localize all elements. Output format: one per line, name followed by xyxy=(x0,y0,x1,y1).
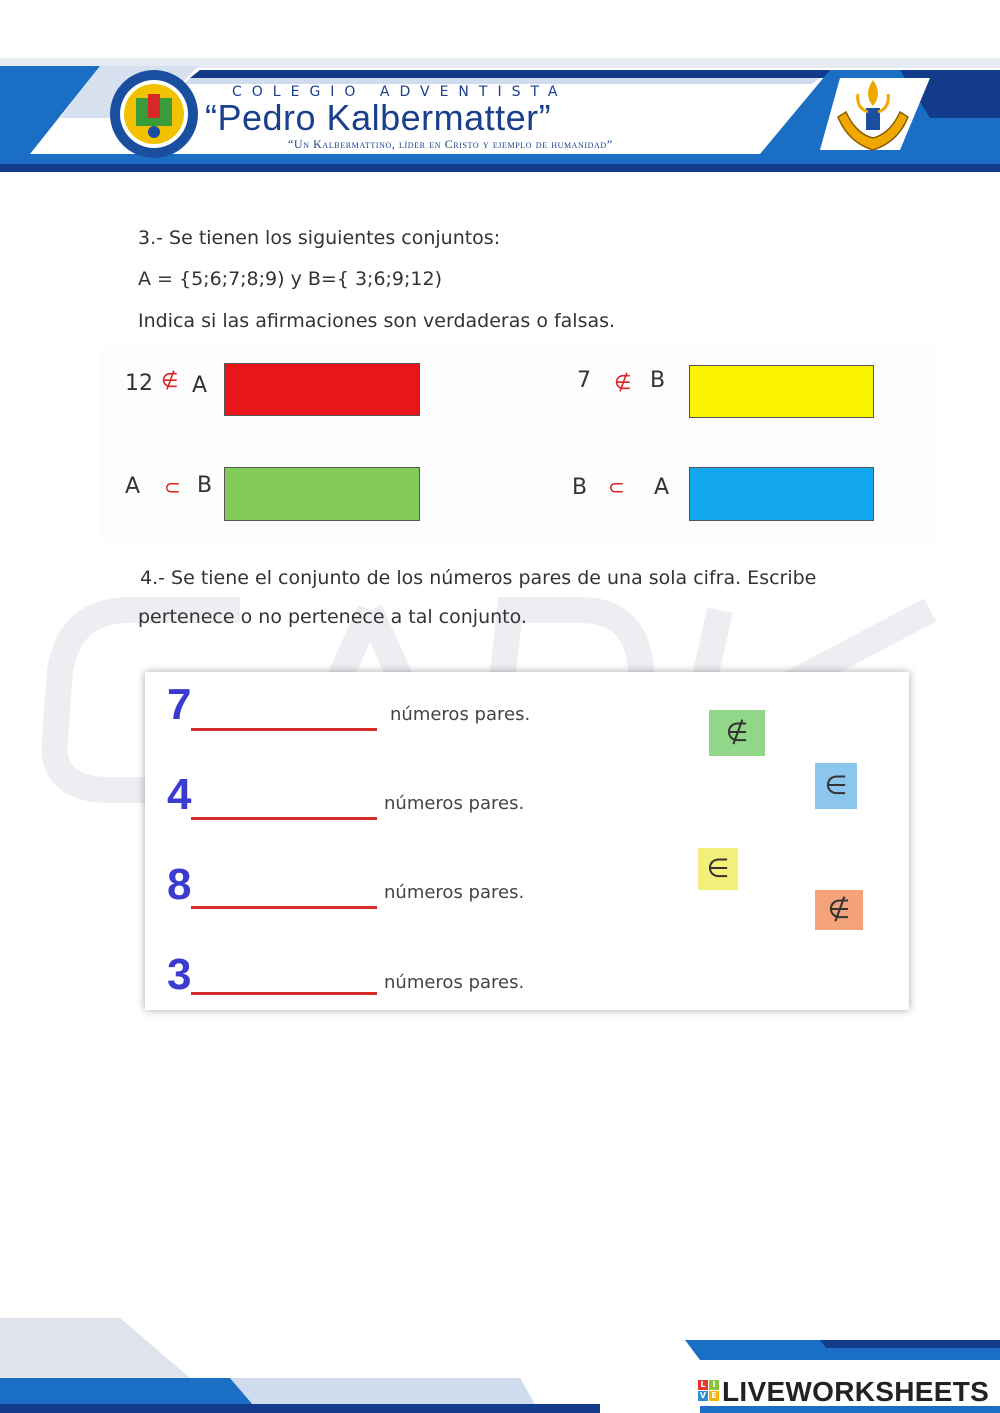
row-number: 4 xyxy=(167,770,192,819)
not-element-symbol: ∉ xyxy=(161,368,179,392)
school-seal-icon xyxy=(108,68,200,160)
logo-letter: V xyxy=(699,1391,707,1400)
drop-zone-line[interactable] xyxy=(191,906,377,909)
statement-left: B xyxy=(572,475,588,500)
logo-letter: L xyxy=(698,1380,708,1390)
drag-tile-not-element[interactable] xyxy=(815,890,863,930)
subset-symbol: ⊂ xyxy=(164,475,181,499)
exercise3-sets: A = {5;6;7;8;9) y B={ 3;6;9;12) xyxy=(138,268,443,290)
statement-right: A xyxy=(192,373,208,398)
tile-symbol: ∈ xyxy=(824,771,848,801)
row-number: 8 xyxy=(167,860,192,909)
exercise3-instruction: Indica si las afirmaciones son verdaderas o falsas. xyxy=(138,310,616,332)
exercise4-prompt-line2: pertenece o no pertenece a tal conjunto. xyxy=(138,606,527,628)
statement-right: A xyxy=(654,475,670,500)
statement-left: 7 xyxy=(577,368,591,393)
drag-tile-element[interactable] xyxy=(698,848,738,890)
exercise4-prompt-line1: 4.- Se tiene el conjunto de los números pares de una sola cifra. Escribe xyxy=(140,567,817,589)
subset-symbol: ⊂ xyxy=(608,475,625,499)
drag-tile-not-element[interactable] xyxy=(709,710,765,756)
row-suffix: números pares. xyxy=(384,972,525,993)
drop-zone-line[interactable] xyxy=(191,992,377,995)
logo-letter: E xyxy=(709,1391,719,1401)
answer-dropdown[interactable] xyxy=(224,363,420,416)
exercise3-prompt: 3.- Se tienen los siguientes conjuntos: xyxy=(138,227,501,249)
answer-dropdown[interactable] xyxy=(689,365,874,418)
liveworksheets-brand[interactable]: LIVEWORKSHEETS xyxy=(722,1376,990,1407)
tile-symbol: ∈ xyxy=(706,854,730,884)
row-suffix: números pares. xyxy=(384,793,525,814)
statement-right: B xyxy=(197,473,213,498)
school-motto: “Un Kalbermattino, líder en Cristo y ejemplo de humanidad” xyxy=(288,137,613,151)
drag-tile-element[interactable] xyxy=(815,763,857,809)
logo-letter: I xyxy=(709,1380,719,1390)
statement-left: A xyxy=(125,474,141,499)
tile-symbol: ∉ xyxy=(725,718,749,748)
statement-left: 12 xyxy=(125,371,153,396)
drop-zone-line[interactable] xyxy=(191,817,377,820)
drop-zone-line[interactable] xyxy=(191,728,377,731)
exercise4-panel xyxy=(145,672,909,1010)
row-suffix: números pares. xyxy=(390,704,531,725)
row-number: 7 xyxy=(167,680,192,729)
tile-symbol: ∉ xyxy=(827,895,851,925)
school-name: “Pedro Kalbermatter” xyxy=(205,97,552,138)
statement-right: B xyxy=(650,368,666,393)
row-number: 3 xyxy=(167,950,192,999)
not-element-symbol: ∉ xyxy=(614,370,632,394)
school-small-title: COLEGIO ADVENTISTA xyxy=(232,84,568,100)
liveworksheets-logo-icon xyxy=(698,1380,720,1402)
row-suffix: números pares. xyxy=(384,882,525,903)
answer-dropdown[interactable] xyxy=(689,467,874,521)
praying-hands-icon xyxy=(828,72,918,154)
answer-dropdown[interactable] xyxy=(224,467,420,521)
